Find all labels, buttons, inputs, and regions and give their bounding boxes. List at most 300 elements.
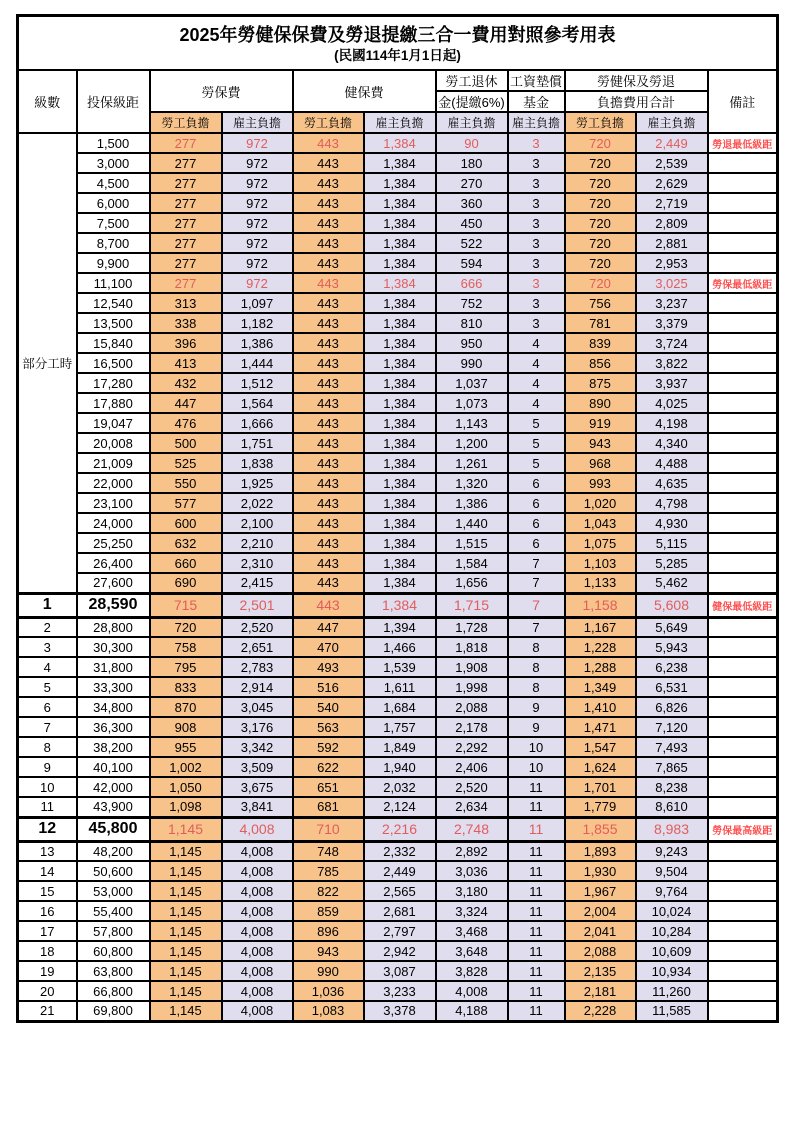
salary-cell: 43,900 (77, 797, 150, 817)
note-cell: 勞退最低級距 (708, 133, 778, 153)
health-employee-cell: 443 (293, 573, 364, 593)
health-employer-cell: 1,384 (364, 153, 436, 173)
labor-employee-cell: 833 (150, 677, 222, 697)
salary-cell: 17,280 (77, 373, 150, 393)
labor-employee-cell: 1,050 (150, 777, 222, 797)
labor-employee-cell: 447 (150, 393, 222, 413)
health-employer-cell: 1,466 (364, 637, 436, 657)
salary-cell: 3,000 (77, 153, 150, 173)
health-employer-cell: 1,757 (364, 717, 436, 737)
total-employer-cell: 7,865 (636, 757, 708, 777)
table-row (18, 881, 778, 901)
health-employee-cell: 443 (293, 473, 364, 493)
note-cell (708, 233, 778, 253)
note-cell (708, 193, 778, 213)
wagefund-employer-cell: 4 (508, 333, 565, 353)
salary-cell: 8,700 (77, 233, 150, 253)
total-employer-cell: 10,024 (636, 901, 708, 921)
health-employee-cell: 563 (293, 717, 364, 737)
labor-employee-cell: 715 (150, 593, 222, 617)
labor-employee-cell: 1,145 (150, 921, 222, 941)
wagefund-employer-cell: 6 (508, 493, 565, 513)
labor-employee-cell: 1,145 (150, 1001, 222, 1021)
labor-employer-cell: 972 (222, 193, 293, 213)
health-employee-cell: 443 (293, 233, 364, 253)
pension-employer-cell: 2,406 (436, 757, 508, 777)
salary-cell: 33,300 (77, 677, 150, 697)
total-employer-cell: 10,284 (636, 921, 708, 941)
level-cell: 10 (18, 777, 77, 797)
health-employee-cell: 443 (293, 133, 364, 153)
col-header-level: 級數 (18, 70, 77, 133)
total-employee-cell: 2,041 (565, 921, 636, 941)
wagefund-employer-cell: 7 (508, 593, 565, 617)
salary-cell: 31,800 (77, 657, 150, 677)
table-row (18, 757, 778, 777)
note-cell (708, 473, 778, 493)
health-employer-cell: 1,384 (364, 293, 436, 313)
labor-employer-cell: 1,182 (222, 313, 293, 333)
labor-employer-cell: 4,008 (222, 1001, 293, 1021)
salary-cell: 60,800 (77, 941, 150, 961)
level-cell: 7 (18, 717, 77, 737)
labor-employer-cell: 3,509 (222, 757, 293, 777)
col-header-total-line1: 勞健保及勞退 (565, 70, 708, 91)
labor-employer-cell: 4,008 (222, 961, 293, 981)
salary-cell: 25,250 (77, 533, 150, 553)
wagefund-employer-cell: 11 (508, 961, 565, 981)
wagefund-employer-cell: 6 (508, 533, 565, 553)
labor-employee-cell: 870 (150, 697, 222, 717)
health-employer-cell: 1,384 (364, 513, 436, 533)
labor-employer-cell: 972 (222, 173, 293, 193)
health-employee-cell: 493 (293, 657, 364, 677)
pension-employer-cell: 752 (436, 293, 508, 313)
health-employer-cell: 1,384 (364, 233, 436, 253)
wagefund-employer-cell: 3 (508, 173, 565, 193)
total-employee-cell: 720 (565, 193, 636, 213)
level-cell: 17 (18, 921, 77, 941)
note-cell (708, 657, 778, 677)
title-row (18, 16, 778, 71)
health-employee-cell: 822 (293, 881, 364, 901)
note-cell (708, 777, 778, 797)
total-employee-cell: 1,133 (565, 573, 636, 593)
total-employer-cell: 3,025 (636, 273, 708, 293)
total-employer-cell: 4,340 (636, 433, 708, 453)
subheader-health-employee: 勞工負擔 (293, 112, 364, 133)
health-employer-cell: 1,384 (364, 273, 436, 293)
wagefund-employer-cell: 3 (508, 293, 565, 313)
labor-employee-cell: 277 (150, 153, 222, 173)
health-employee-cell: 990 (293, 961, 364, 981)
wagefund-employer-cell: 11 (508, 941, 565, 961)
note-cell (708, 921, 778, 941)
labor-employee-cell: 476 (150, 413, 222, 433)
health-employer-cell: 1,384 (364, 433, 436, 453)
labor-employee-cell: 413 (150, 353, 222, 373)
health-employer-cell: 3,233 (364, 981, 436, 1001)
total-employer-cell: 10,609 (636, 941, 708, 961)
salary-cell: 1,500 (77, 133, 150, 153)
labor-employer-cell: 972 (222, 213, 293, 233)
health-employee-cell: 1,083 (293, 1001, 364, 1021)
health-employer-cell: 1,384 (364, 473, 436, 493)
wagefund-employer-cell: 7 (508, 617, 565, 637)
level-cell: 5 (18, 677, 77, 697)
table-row (18, 173, 778, 193)
labor-employer-cell: 1,512 (222, 373, 293, 393)
labor-employee-cell: 277 (150, 233, 222, 253)
health-employer-cell: 1,384 (364, 453, 436, 473)
labor-employee-cell: 720 (150, 617, 222, 637)
note-cell (708, 353, 778, 373)
labor-employer-cell: 1,666 (222, 413, 293, 433)
labor-employer-cell: 1,444 (222, 353, 293, 373)
pension-employer-cell: 1,037 (436, 373, 508, 393)
health-employee-cell: 896 (293, 921, 364, 941)
salary-cell: 40,100 (77, 757, 150, 777)
health-employee-cell: 1,036 (293, 981, 364, 1001)
level-cell: 2 (18, 617, 77, 637)
wagefund-employer-cell: 3 (508, 253, 565, 273)
pension-employer-cell: 1,998 (436, 677, 508, 697)
wagefund-employer-cell: 9 (508, 697, 565, 717)
total-employee-cell: 720 (565, 233, 636, 253)
total-employer-cell: 2,809 (636, 213, 708, 233)
subheader-total-employee: 勞工負擔 (565, 112, 636, 133)
total-employee-cell: 1,075 (565, 533, 636, 553)
table-body (18, 133, 778, 1021)
pension-employer-cell: 2,892 (436, 841, 508, 861)
level-cell: 21 (18, 1001, 77, 1021)
pension-employer-cell: 1,515 (436, 533, 508, 553)
health-employer-cell: 2,681 (364, 901, 436, 921)
health-employee-cell: 443 (293, 493, 364, 513)
table-row (18, 193, 778, 213)
total-employee-cell: 993 (565, 473, 636, 493)
labor-employee-cell: 690 (150, 573, 222, 593)
health-employee-cell: 516 (293, 677, 364, 697)
note-cell (708, 697, 778, 717)
note-cell (708, 253, 778, 273)
health-employer-cell: 1,539 (364, 657, 436, 677)
total-employer-cell: 11,260 (636, 981, 708, 1001)
health-employer-cell: 1,384 (364, 353, 436, 373)
wagefund-employer-cell: 7 (508, 553, 565, 573)
salary-cell: 20,008 (77, 433, 150, 453)
total-employer-cell: 2,719 (636, 193, 708, 213)
health-employer-cell: 1,384 (364, 593, 436, 617)
health-employee-cell: 540 (293, 697, 364, 717)
salary-cell: 66,800 (77, 981, 150, 1001)
health-employee-cell: 443 (293, 513, 364, 533)
total-employee-cell: 839 (565, 333, 636, 353)
wagefund-employer-cell: 11 (508, 861, 565, 881)
salary-cell: 55,400 (77, 901, 150, 921)
total-employer-cell: 8,610 (636, 797, 708, 817)
level-cell: 15 (18, 881, 77, 901)
wagefund-employer-cell: 6 (508, 473, 565, 493)
subheader-wagefund-employer: 雇主負擔 (508, 112, 565, 133)
subheader-labor-employee: 勞工負擔 (150, 112, 222, 133)
level-cell: 9 (18, 757, 77, 777)
health-employee-cell: 443 (293, 193, 364, 213)
labor-employer-cell: 2,783 (222, 657, 293, 677)
pension-employer-cell: 2,088 (436, 697, 508, 717)
table-row (18, 513, 778, 533)
note-cell (708, 861, 778, 881)
level-cell: 1 (18, 593, 77, 617)
total-employee-cell: 856 (565, 353, 636, 373)
pension-employer-cell: 90 (436, 133, 508, 153)
salary-cell: 26,400 (77, 553, 150, 573)
note-cell (708, 717, 778, 737)
wagefund-employer-cell: 11 (508, 921, 565, 941)
table-row (18, 697, 778, 717)
health-employer-cell: 1,384 (364, 493, 436, 513)
total-employee-cell: 1,930 (565, 861, 636, 881)
pension-employer-cell: 4,188 (436, 1001, 508, 1021)
wagefund-employer-cell: 7 (508, 573, 565, 593)
total-employee-cell: 1,855 (565, 817, 636, 841)
table-row (18, 717, 778, 737)
level-cell: 18 (18, 941, 77, 961)
pension-employer-cell: 1,073 (436, 393, 508, 413)
note-cell (708, 961, 778, 981)
total-employee-cell: 968 (565, 453, 636, 473)
labor-employer-cell: 1,386 (222, 333, 293, 353)
labor-employee-cell: 1,145 (150, 841, 222, 861)
level-cell: 11 (18, 797, 77, 817)
total-employee-cell: 2,088 (565, 941, 636, 961)
health-employer-cell: 1,384 (364, 253, 436, 273)
labor-employee-cell: 277 (150, 273, 222, 293)
note-cell: 健保最低級距 (708, 593, 778, 617)
table-row (18, 553, 778, 573)
health-employer-cell: 2,565 (364, 881, 436, 901)
labor-employee-cell: 1,002 (150, 757, 222, 777)
note-cell (708, 757, 778, 777)
labor-employer-cell: 2,914 (222, 677, 293, 697)
health-employee-cell: 710 (293, 817, 364, 841)
health-employee-cell: 443 (293, 153, 364, 173)
note-cell: 勞保最低級距 (708, 273, 778, 293)
wagefund-employer-cell: 5 (508, 453, 565, 473)
health-employee-cell: 443 (293, 353, 364, 373)
wagefund-employer-cell: 3 (508, 133, 565, 153)
note-cell (708, 433, 778, 453)
header-row-1 (18, 70, 778, 91)
health-employee-cell: 651 (293, 777, 364, 797)
note-cell (708, 213, 778, 233)
level-cell: 20 (18, 981, 77, 1001)
labor-employer-cell: 2,100 (222, 513, 293, 533)
health-employer-cell: 1,849 (364, 737, 436, 757)
total-employer-cell: 6,238 (636, 657, 708, 677)
table-row (18, 617, 778, 637)
salary-cell: 19,047 (77, 413, 150, 433)
total-employer-cell: 3,724 (636, 333, 708, 353)
labor-employer-cell: 4,008 (222, 981, 293, 1001)
table-row (18, 941, 778, 961)
wagefund-employer-cell: 11 (508, 981, 565, 1001)
labor-employee-cell: 795 (150, 657, 222, 677)
note-cell (708, 677, 778, 697)
total-employer-cell: 4,488 (636, 453, 708, 473)
table-row (18, 333, 778, 353)
wagefund-employer-cell: 3 (508, 153, 565, 173)
health-employee-cell: 622 (293, 757, 364, 777)
health-employer-cell: 1,384 (364, 533, 436, 553)
total-employer-cell: 8,983 (636, 817, 708, 841)
total-employee-cell: 1,349 (565, 677, 636, 697)
salary-cell: 36,300 (77, 717, 150, 737)
level-cell: 13 (18, 841, 77, 861)
salary-cell: 17,880 (77, 393, 150, 413)
total-employee-cell: 1,701 (565, 777, 636, 797)
pension-employer-cell: 666 (436, 273, 508, 293)
health-employee-cell: 443 (293, 213, 364, 233)
pension-employer-cell: 1,584 (436, 553, 508, 573)
table-row (18, 413, 778, 433)
labor-employer-cell: 3,176 (222, 717, 293, 737)
health-employee-cell: 443 (293, 173, 364, 193)
total-employer-cell: 11,585 (636, 1001, 708, 1021)
health-employer-cell: 1,384 (364, 393, 436, 413)
labor-employee-cell: 432 (150, 373, 222, 393)
pension-employer-cell: 3,036 (436, 861, 508, 881)
health-employee-cell: 748 (293, 841, 364, 861)
table-row (18, 901, 778, 921)
total-employer-cell: 5,608 (636, 593, 708, 617)
total-employee-cell: 720 (565, 153, 636, 173)
total-employer-cell: 9,764 (636, 881, 708, 901)
subheader-total-employer: 雇主負擔 (636, 112, 708, 133)
note-cell (708, 841, 778, 861)
health-employer-cell: 1,611 (364, 677, 436, 697)
subheader-labor-employer: 雇主負擔 (222, 112, 293, 133)
note-cell: 勞保最高級距 (708, 817, 778, 841)
wagefund-employer-cell: 4 (508, 373, 565, 393)
labor-employee-cell: 577 (150, 493, 222, 513)
health-employer-cell: 1,384 (364, 193, 436, 213)
page-subtitle: (民國114年1月1日起) (334, 47, 461, 63)
note-cell (708, 797, 778, 817)
health-employee-cell: 443 (293, 333, 364, 353)
total-employer-cell: 3,822 (636, 353, 708, 373)
salary-cell: 13,500 (77, 313, 150, 333)
table-row (18, 841, 778, 861)
total-employer-cell: 6,531 (636, 677, 708, 697)
labor-employer-cell: 3,675 (222, 777, 293, 797)
labor-employee-cell: 1,145 (150, 881, 222, 901)
health-employee-cell: 785 (293, 861, 364, 881)
total-employee-cell: 2,135 (565, 961, 636, 981)
total-employer-cell: 8,238 (636, 777, 708, 797)
table-row (18, 353, 778, 373)
wagefund-employer-cell: 9 (508, 717, 565, 737)
total-employee-cell: 1,410 (565, 697, 636, 717)
health-employee-cell: 443 (293, 293, 364, 313)
note-cell (708, 373, 778, 393)
table-row (18, 453, 778, 473)
salary-cell: 42,000 (77, 777, 150, 797)
labor-employer-cell: 1,751 (222, 433, 293, 453)
salary-cell: 22,000 (77, 473, 150, 493)
subheader-pension-employer: 雇主負擔 (436, 112, 508, 133)
health-employer-cell: 2,032 (364, 777, 436, 797)
health-employer-cell: 1,940 (364, 757, 436, 777)
total-employer-cell: 4,198 (636, 413, 708, 433)
table-row (18, 573, 778, 593)
labor-employer-cell: 4,008 (222, 881, 293, 901)
labor-employer-cell: 2,651 (222, 637, 293, 657)
pension-employer-cell: 1,715 (436, 593, 508, 617)
labor-employer-cell: 972 (222, 153, 293, 173)
health-employee-cell: 443 (293, 433, 364, 453)
wagefund-employer-cell: 3 (508, 273, 565, 293)
wagefund-employer-cell: 10 (508, 737, 565, 757)
group-label-cell: 部分工時 (18, 133, 77, 593)
col-header-total-line2: 負擔費用合計 (565, 91, 708, 112)
wagefund-employer-cell: 8 (508, 677, 565, 697)
table-row (18, 797, 778, 817)
note-cell (708, 533, 778, 553)
table-row (18, 981, 778, 1001)
subheader-health-employer: 雇主負擔 (364, 112, 436, 133)
table-row (18, 657, 778, 677)
pension-employer-cell: 360 (436, 193, 508, 213)
total-employee-cell: 1,893 (565, 841, 636, 861)
pension-employer-cell: 2,634 (436, 797, 508, 817)
salary-cell: 28,590 (77, 593, 150, 617)
total-employer-cell: 9,243 (636, 841, 708, 861)
health-employer-cell: 1,384 (364, 573, 436, 593)
health-employer-cell: 1,384 (364, 553, 436, 573)
salary-cell: 21,009 (77, 453, 150, 473)
pension-employer-cell: 1,818 (436, 637, 508, 657)
labor-employer-cell: 3,342 (222, 737, 293, 757)
salary-cell: 48,200 (77, 841, 150, 861)
salary-cell: 34,800 (77, 697, 150, 717)
health-employee-cell: 443 (293, 373, 364, 393)
wagefund-employer-cell: 8 (508, 657, 565, 677)
note-cell (708, 637, 778, 657)
labor-employer-cell: 1,838 (222, 453, 293, 473)
note-cell (708, 513, 778, 533)
wagefund-employer-cell: 4 (508, 393, 565, 413)
salary-cell: 53,000 (77, 881, 150, 901)
total-employer-cell: 3,937 (636, 373, 708, 393)
health-employee-cell: 443 (293, 453, 364, 473)
labor-employee-cell: 277 (150, 193, 222, 213)
health-employee-cell: 447 (293, 617, 364, 637)
table-row (18, 313, 778, 333)
table-row (18, 921, 778, 941)
total-employee-cell: 1,103 (565, 553, 636, 573)
table-row (18, 213, 778, 233)
table-row (18, 637, 778, 657)
table-row (18, 473, 778, 493)
health-employer-cell: 2,216 (364, 817, 436, 841)
note-cell (708, 941, 778, 961)
total-employee-cell: 720 (565, 273, 636, 293)
salary-cell: 7,500 (77, 213, 150, 233)
health-employee-cell: 443 (293, 393, 364, 413)
health-employer-cell: 3,378 (364, 1001, 436, 1021)
total-employee-cell: 1,043 (565, 513, 636, 533)
